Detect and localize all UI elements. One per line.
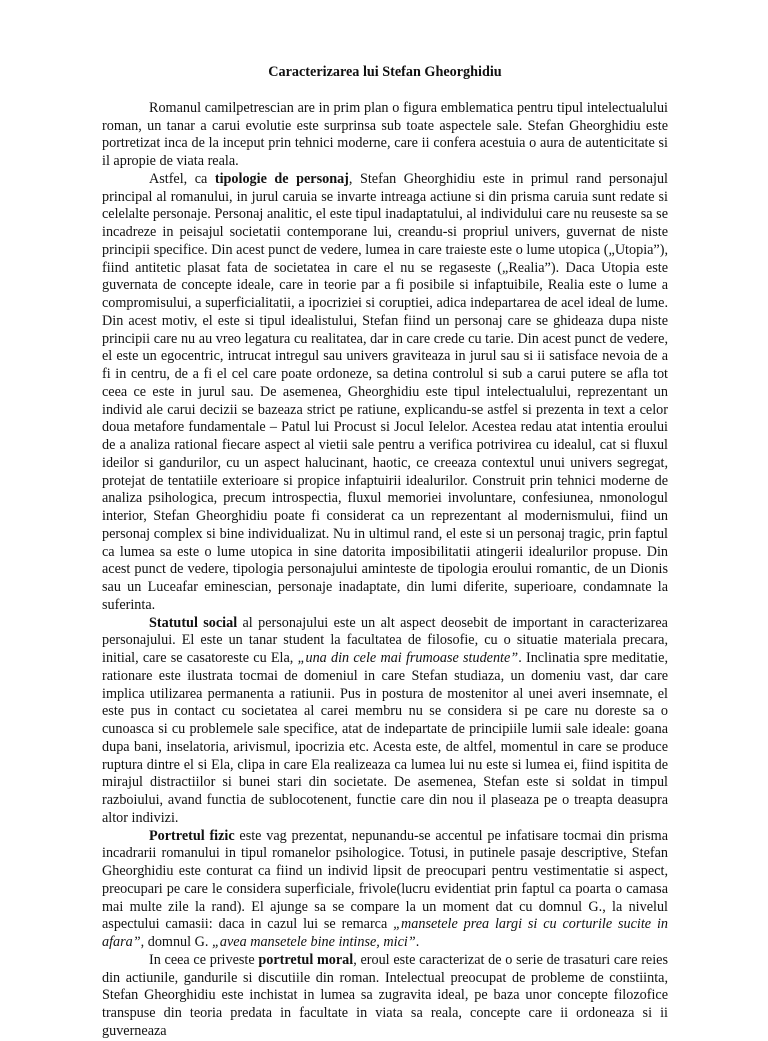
heading-statutul-social: Statutul social [149, 614, 238, 631]
paragraph-intro-text: Romanul camilpetrescian are in prim plan o figura emblematica pentru tipul intelectualului roman, un tanar a carui evolutie este surprinsa sub toate aspectele sale. Stefan Gheorghidiu este portretizat inca de la inceput prin tehnici moderne, care ii confera acestuia o aura de autenticitate si il apropie de viata reala. [102, 99, 668, 169]
paragraph-tipologie-text: , Stefan Gheorghidiu este in primul rand personajul principal al romanului, in jurul caruia se invarte intreaga actiune si din prisma caruia sunt redate si celelalte personaje. Personaj analitic, el este tipul inadaptatului, al individului care nu reuseste sa se incadreze in peisajul societatii contemporane lui, creandu-si propriul univers, guvernat de niste principii specifice. Din acest punct de vedere, lumea in care traieste este o lume utopica („Utopia”), fiind antitetic plasat fata de societatea in care el nu se regaseste („Realia”). Daca Utopia este guvernata de concepte ideale, care in teorie par a fi posibile si infaptuibile, Realia este o lume a compromisului, a superficialitatii, a ipocriziei si coruptiei, adica indepartarea de acel ideal de lume. Din acest motiv, el este si tipul idealistului, Stefan fiind un personaj care se ghideaza dupa niste principii care nu au vreo legatura cu realitatea, dar in care crede cu tarie. Din acest punct de vedere, el este un egocentric, intrucat intregul sau univers graviteaza in jurul sau si ii satisface nevoia de a fi in centru, de a fi el cel care poate ordoneze, sa detina controlul si sub a carui putere se afla tot ceea ce este in jurul sau. De asemenea, Gheorghidiu este tipul intelectualului, reprezentant un individ ale carui decizii se bazeaza strict pe ratiune, explicandu-se astfel si prezenta in text a celor doua metafore fundamentale – Patul lui Procust si Jocul Ielelor. Acestea redau atat intentia eroului de a analiza rational fiecare aspect al vietii sale pentru a verifica potrivirea cu idealul, cat si fluxul ideilor si gandurilor, cu un aspect halucinant, haotic, ce creeaza contextul unui univers segregat, protejat de tentatiile exterioare si propice infaptuirii idealurilor. Construit prin tehnici moderne de analiza psihologica, precum introspectia, fluxul memoriei involuntare, confesiunea, nmonologul interior, Stefan Gheorghidiu poate fi considerat ca un reprezentant al modernismului, fiind un personaj complex si bine individualizat. Nu in ultimul rand, el este si un personaj tragic, prin faptul ca lumea sa este o lume utopica in sine datorita imposibilitatii atingerii idealurilor propuse. Din acest punct de vedere, tipologia personajului aminteste de tipologia eroului romantic, de un Dionis sau un Luceafar eminescian, personaje inadaptate, din lumi diferite, superioare, condamnate la suferinta. [102, 170, 668, 613]
paragraph-portret-fizic [102, 828, 668, 952]
paragraph-statut-text-2: . Inclinatia spre meditatie, rationare este ilustrata tocmai de domeniul in care Stefan studiaza, un domeniu vast, dar care implica utilizarea permanenta a ratiunii. Pus in postura de mostenitor al unei averi insemnate, el este pus in contact cu societatea al carei membru nu se considera si pe care nu doreste sa o cunoasca si cu problemele sale specifice, atat de indepartate de principiile lumii sale ideale: goana dupa bani, inselatoria, arivismul, ipocrizia etc. Acesta este, de altfel, momentul in care se produce ruptura dintre el si Ela, clipa in care Ela realizeaza ca lumea lui nu este si lumea ei, fiind ispitita de mirajul distractiilor si bunei stari din societate. De asemenea, Stefan este si soldat in timpul razboiului, avand functia de sublocotenent, functie care din nou il plaseaza pe o treapta deasupra altor indivizi. [102, 650, 668, 826]
paragraph-tipologie-lead: Astfel, ca [149, 170, 215, 187]
paragraph-fizic-text-2: , domnul G. [140, 934, 212, 950]
document-page [102, 64, 668, 1041]
paragraph-intro [102, 100, 668, 171]
paragraph-tipologie [102, 171, 668, 615]
heading-tipologie-de-personaj: tipologie de personaj [214, 170, 349, 187]
document-title: Caracterizarea lui Stefan Gheorghidiu [268, 64, 502, 80]
paragraph-fizic-text-1: este vag prezentat, nepunandu-se accentul pe infatisare tocmai din prisma incadrarii romanului in tipul romanelor psihologice. Totusi, in putinele pasaje descriptive, Stefan Gheorghidiu este conturat ca fiind un individ lipsit de preocupari pentru vestimentatie si aspect, preocupari pe care le considera superficiale, frivole(lucru evidentiat prin faptul ca poarta o camasa mai multe zile la rand). El ajunge sa se compare la un moment dat cu domnul G., la nivelul aspectului camasii: daca in cazul lui se remarca [102, 827, 668, 933]
paragraph-moral-lead: In ceea ce priveste [149, 951, 259, 968]
quote-mansetele-intinse: „avea mansetele bine intinse, mici” [211, 934, 416, 950]
paragraph-statut-social [102, 615, 668, 828]
paragraph-moral-text: , eroul este caracterizat de o serie de trasaturi care reies din actiunile, gandurile si discutiile din roman. Intelectual preocupat de probleme de constiinta, Stefan Gheorghidiu este inchistat in lumea sa zugravita ideal, pe baza unor concepte filozofice transpuse din teoria predata in facultate in viata sa reala, concepte care ii ordoneaza si ii guverneaza [102, 951, 668, 1039]
quote-mansetele-largi: „mansetele prea largi si cu corturile sucite in afara” [102, 916, 668, 950]
heading-portretul-moral: portretul moral [258, 951, 354, 968]
paragraph-statut-text-1: al personajului este un alt aspect deosebit de important in caracterizarea personajului. El este un tanar student la facultatea de filosofie, cu o situatie materiala precara, initial, care se casatoreste cu Ela, [102, 614, 668, 666]
heading-portretul-fizic: Portretul fizic [149, 827, 235, 844]
paragraph-portret-moral [102, 952, 668, 1041]
paragraph-fizic-text-3: . [415, 934, 420, 950]
quote-frumoase-studente: „una din cele mai frumoase studente” [297, 650, 519, 666]
